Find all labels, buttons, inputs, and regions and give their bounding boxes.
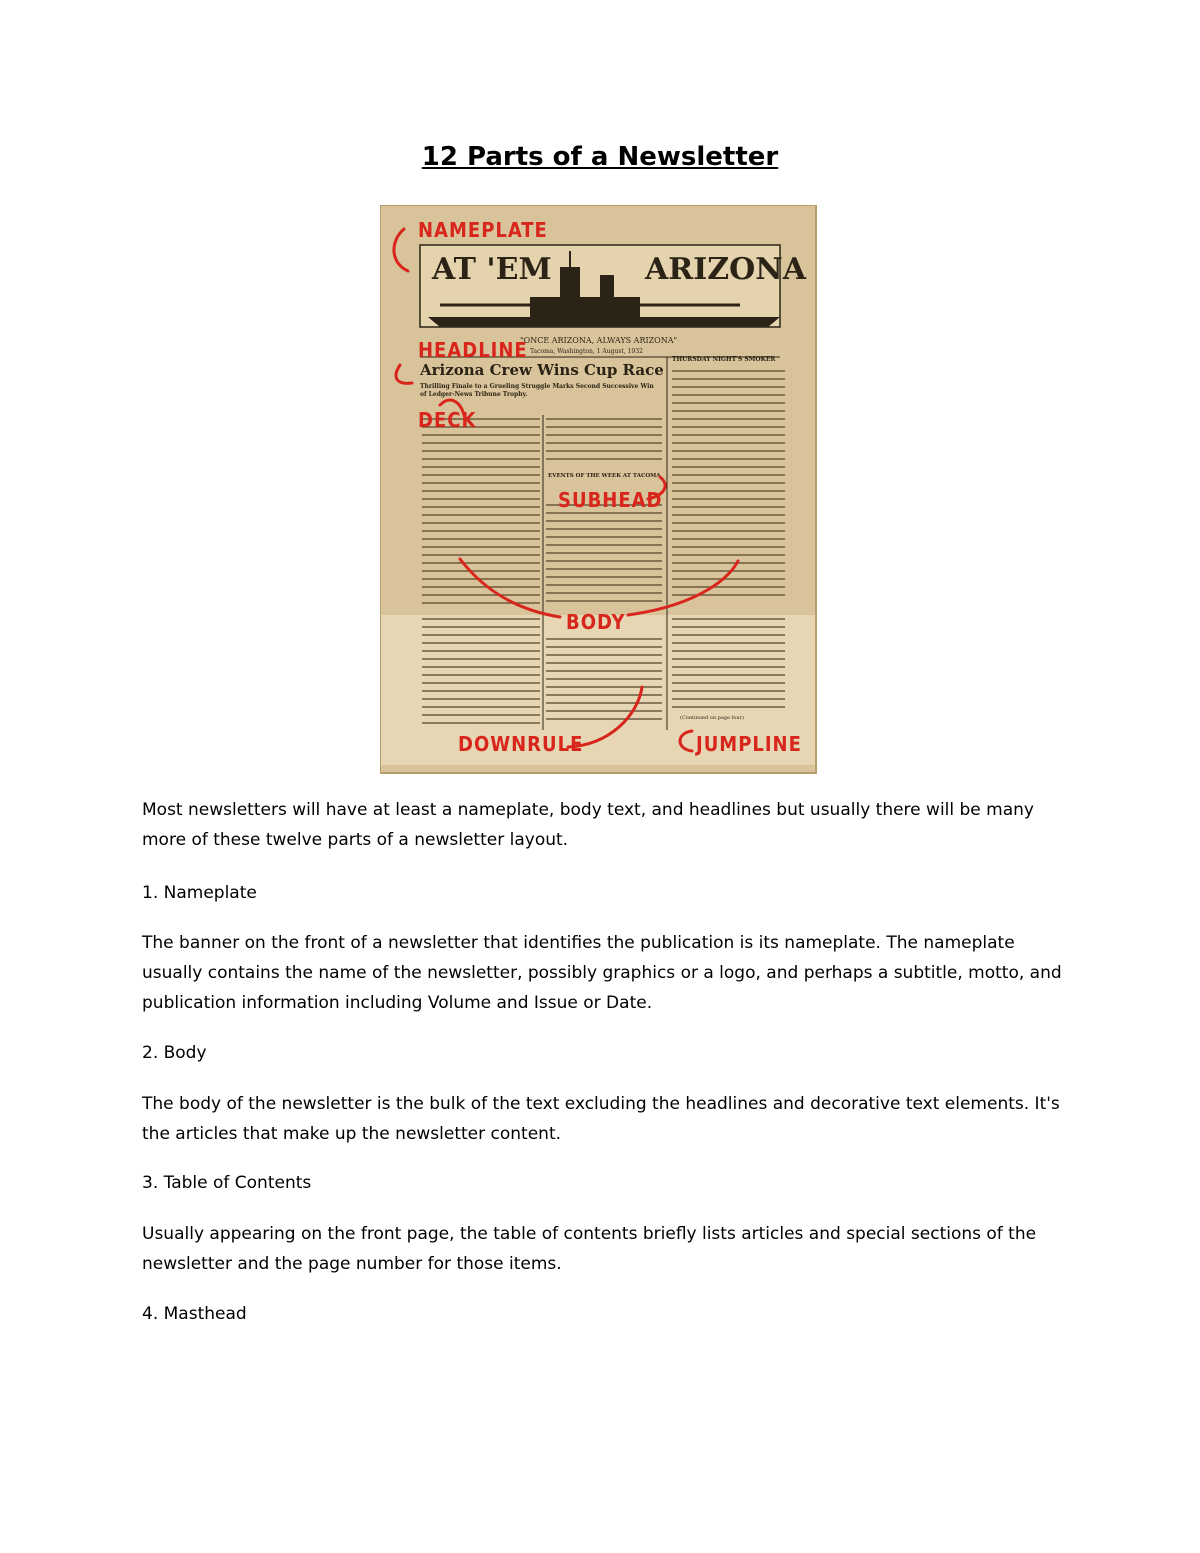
section-heading-table-of-contents: 3. Table of Contents xyxy=(142,1173,312,1193)
right-column-head: THURSDAY NIGHT'S SMOKER xyxy=(672,356,776,363)
section-text-table-of-contents: Usually appearing on the front page, the table of contents briefly lists articles and special sections of the newsletter and the page number for those items. xyxy=(142,1224,1037,1274)
newsletter-figure xyxy=(380,205,820,775)
section-heading-nameplate: 1. Nameplate xyxy=(142,883,257,903)
label-deck: DECK xyxy=(418,408,477,432)
label-headline: HEADLINE xyxy=(418,338,528,362)
ship-hull-icon xyxy=(428,317,780,327)
intro-paragraph: Most newsletters will have at least a nameplate, body text, and headlines but usually there will be many more of these twelve parts of a newsletter layout. xyxy=(142,800,1034,850)
dateline-text: Tacoma, Washington, 1 August, 1932 xyxy=(530,348,643,355)
motto-text: "ONCE ARIZONA, ALWAYS ARIZONA" xyxy=(520,336,678,345)
page-title: 12 Parts of a Newsletter xyxy=(421,142,779,172)
deck-text: Thrilling Finale to a Grueling Struggle Marks Second Successive Win of Ledger-News Tribune Trophy. xyxy=(420,383,654,398)
label-downrule: DOWNRULE xyxy=(458,732,584,756)
label-subhead: SUBHEAD xyxy=(558,488,663,512)
nameplate-graphic xyxy=(420,245,807,327)
label-jumpline: JUMPLINE xyxy=(696,732,802,756)
nameplate-text-left: AT 'EM xyxy=(432,252,552,287)
section-heading-masthead: 4. Masthead xyxy=(142,1304,247,1324)
label-body: BODY xyxy=(566,610,626,634)
middle-column-head: EVENTS OF THE WEEK AT TACOMA xyxy=(548,473,661,479)
nameplate-text-right: ARIZONA xyxy=(645,252,806,287)
section-heading-body: 2. Body xyxy=(142,1043,207,1063)
headline-text: Arizona Crew Wins Cup Race xyxy=(420,361,664,379)
section-text-nameplate: The banner on the front of a newsletter that identifies the publication is its nameplate. The nameplate usually contains the name of the newsletter, possibly graphics or a logo, and perhaps a subtitle, motto, and publication information including Volume and Issue or Date. xyxy=(142,933,1062,1013)
jump-text: (Continued on page four) xyxy=(680,715,744,721)
label-nameplate: NAMEPLATE xyxy=(418,218,548,242)
section-text-body: The body of the newsletter is the bulk of the text excluding the headlines and decorative text elements. It's the articles that make up the newsletter content. xyxy=(142,1094,1060,1144)
